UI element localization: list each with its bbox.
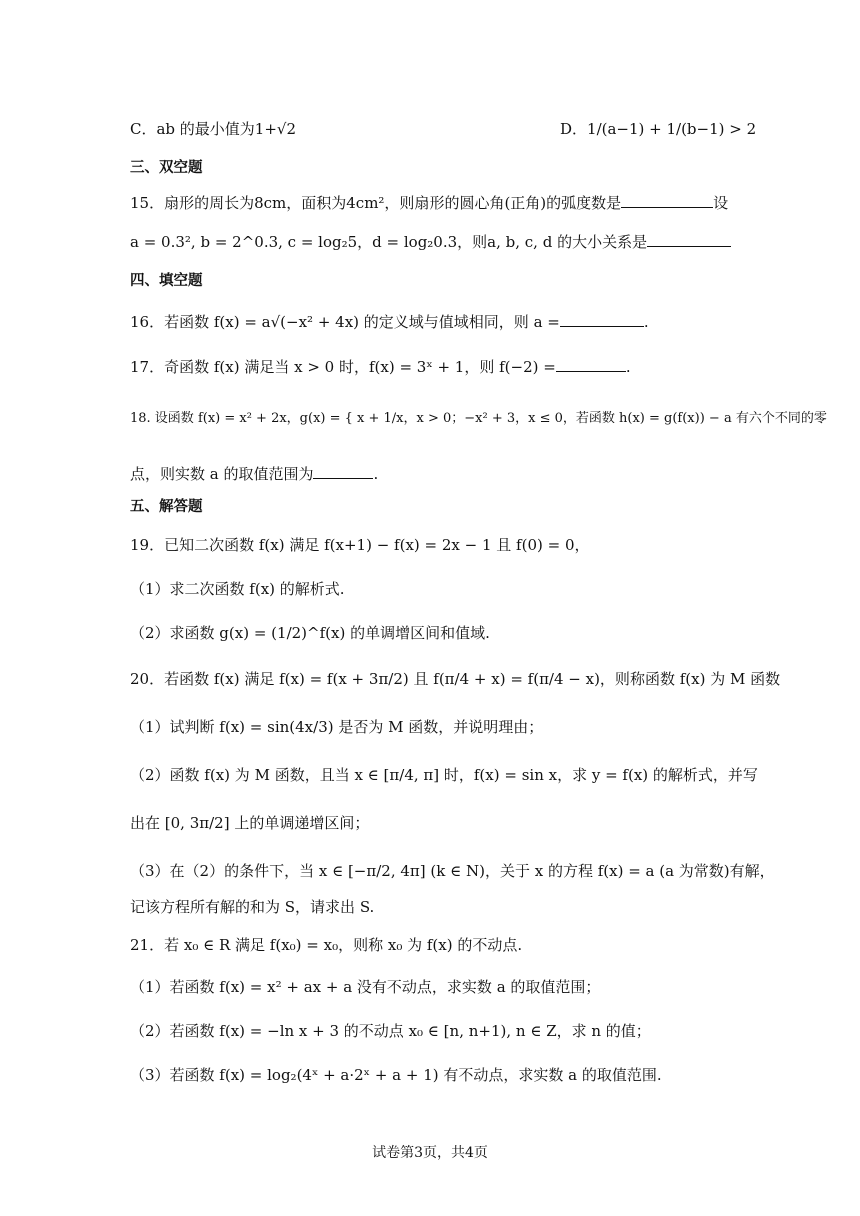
q19-part1: （1）求二次函数 f(x) 的解析式. xyxy=(130,580,345,598)
q20-stem: 20．若函数 f(x) 满足 f(x) = f(x + 3π/2) 且 f(π/4 + x) = f(π/4 − x)，则称函数 f(x) 为 M 函数 xyxy=(130,670,781,688)
q21-part3: （3）若函数 f(x) = log₂(4ˣ + a·2ˣ + a + 1) 有不动点，求实数 a 的取值范围. xyxy=(130,1066,662,1084)
q17-blank xyxy=(556,355,626,372)
q14-option-d: D．1/(a−1) + 1/(b−1) > 2 xyxy=(560,120,757,138)
page-footer: 试卷第3页，共4页 xyxy=(372,1145,488,1161)
section-heading-3: 三、双空题 xyxy=(130,160,203,176)
q15-tail: 设 xyxy=(713,194,729,212)
q15-blank-1 xyxy=(621,191,713,208)
section-heading-5: 五、解答题 xyxy=(130,499,203,515)
q16-blank xyxy=(560,310,644,327)
q15-text-2: a = 0.3², b = 2^0.3, c = log₂5，d = log₂0.3，则a, b, c, d 的大小关系是 xyxy=(130,233,648,251)
q21-stem: 21．若 x₀ ∈ R 满足 f(x₀) = x₀，则称 x₀ 为 f(x) 的不动点. xyxy=(130,936,523,954)
q15-line2 xyxy=(130,230,760,253)
q18-line1: 18. 设函数 f(x) = x² + 2x，g(x) = { x + 1/x，x > 0；−x² + 3，x ≤ 0，若函数 h(x) = g(f(x)) − a 有六个不同的零 xyxy=(130,411,827,426)
q15-text: 15．扇形的周长为8cm，面积为4cm²，则扇形的圆心角(正角)的弧度数是 xyxy=(130,194,622,212)
q17-text: 17．奇函数 f(x) 满足当 x > 0 时，f(x) = 3ˣ + 1，则 f(−2) = xyxy=(130,358,556,376)
q15-blank-2 xyxy=(647,230,731,247)
q16-text: 16．若函数 f(x) = a√(−x² + 4x) 的定义域与值域相同，则 a = xyxy=(130,313,560,331)
q18-text: 点，则实数 a 的取值范围为 xyxy=(130,465,314,483)
q19-stem: 19．已知二次函数 f(x) 满足 f(x+1) − f(x) = 2x − 1 且 f(0) = 0， xyxy=(130,536,590,554)
q20-part1: （1）试判断 f(x) = sin(4x/3) 是否为 M 函数，并说明理由； xyxy=(130,718,544,736)
q20-part2a: （2）函数 f(x) 为 M 函数，且当 x ∈ [π/4, π] 时，f(x) = sin x，求 y = f(x) 的解析式，并写 xyxy=(130,766,758,784)
q18-line2 xyxy=(130,462,760,485)
q16-period: . xyxy=(643,313,649,331)
q20-part2b: 出在 [0, 3π/2] 上的单调递增区间； xyxy=(130,814,370,832)
q18-period: . xyxy=(373,465,379,483)
q20-part3b: 记该方程所有解的和为 S，请求出 S. xyxy=(130,898,375,916)
q16 xyxy=(130,310,760,333)
q19-part2: （2）求函数 g(x) = (1/2)^f(x) 的单调增区间和值域. xyxy=(130,624,490,642)
q14-option-c: C．ab 的最小值为1+√2 xyxy=(130,120,297,138)
q14-options xyxy=(130,118,760,140)
q21-part2: （2）若函数 f(x) = −ln x + 3 的不动点 x₀ ∈ [n, n+1), n ∈ Z，求 n 的值； xyxy=(130,1022,651,1040)
q18-blank xyxy=(313,462,373,479)
q17-period: . xyxy=(625,358,631,376)
section-heading-4: 四、填空题 xyxy=(130,273,203,289)
q20-part3a: （3）在（2）的条件下，当 x ∈ [−π/2, 4π] (k ∈ N)，关于 x 的方程 f(x) = a (a 为常数)有解， xyxy=(130,862,775,880)
q21-part1: （1）若函数 f(x) = x² + ax + a 没有不动点，求实数 a 的取值范围； xyxy=(130,978,601,996)
q15-line1 xyxy=(130,191,760,214)
q17 xyxy=(130,355,760,378)
